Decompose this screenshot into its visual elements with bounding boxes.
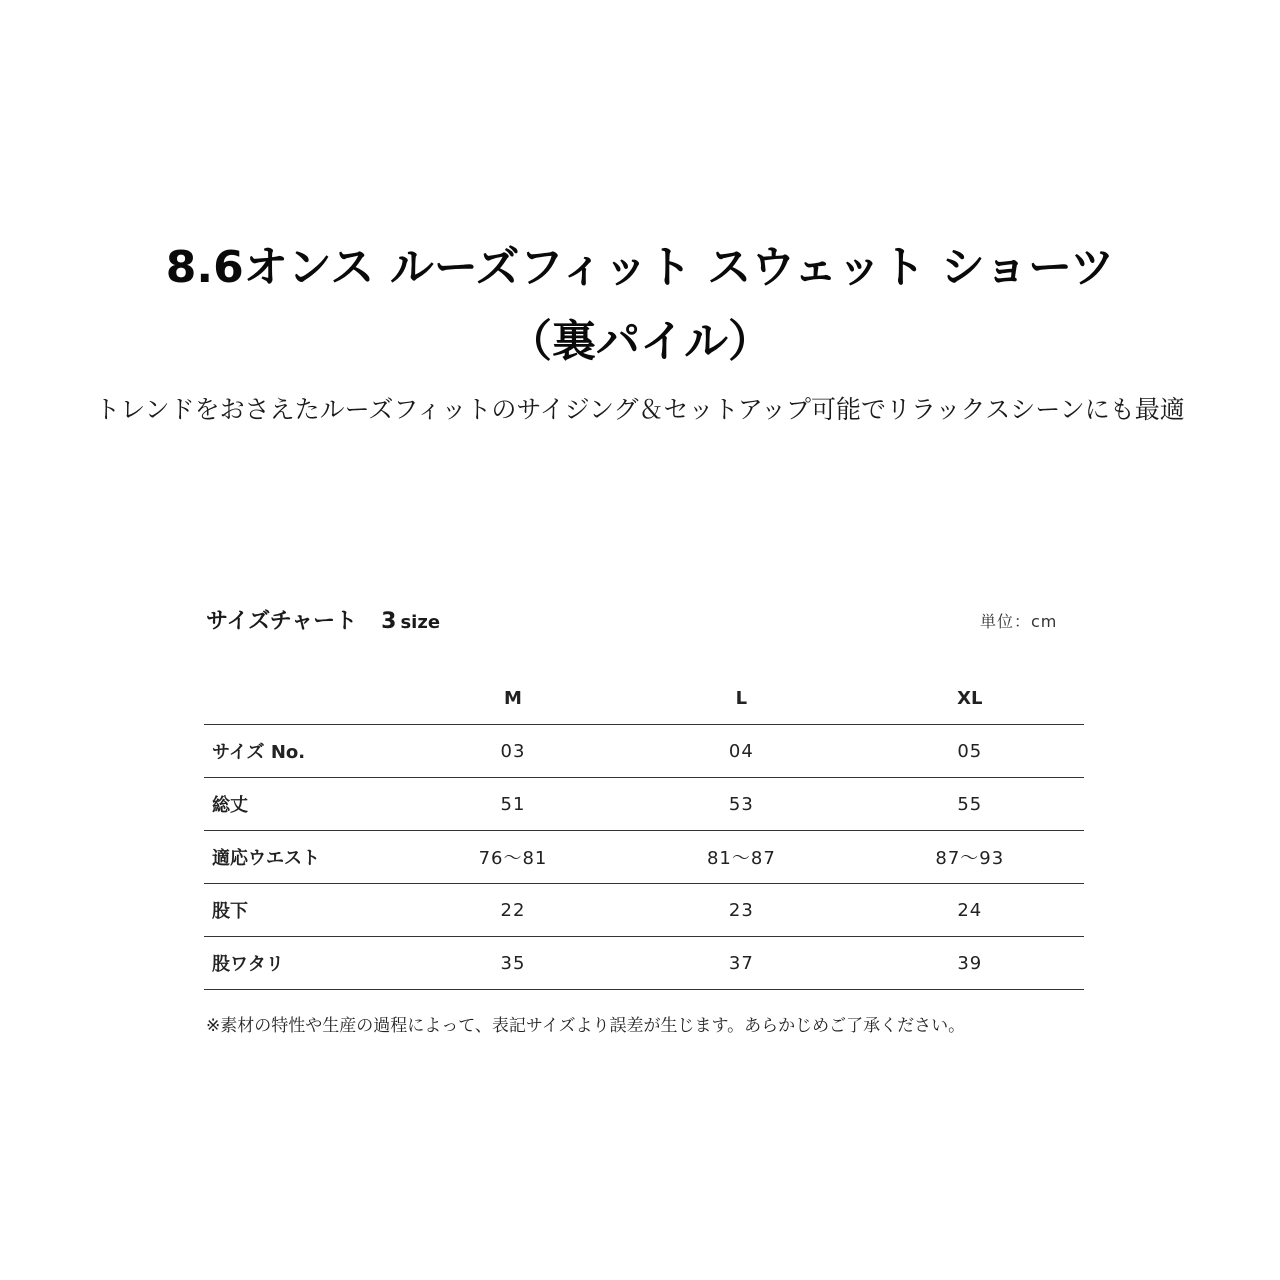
header-empty-cell xyxy=(204,672,399,725)
table-cell: 51 xyxy=(399,778,627,831)
disclaimer-note: ※素材の特性や生産の過程によって、表記サイズより誤差が生じます。あらかじめご了承ください。 xyxy=(206,1016,966,1036)
table-cell: 37 xyxy=(627,937,855,990)
row-label: 総丈 xyxy=(204,778,399,831)
size-chart-title: サイズチャート xyxy=(206,609,358,634)
size-chart-heading xyxy=(206,604,440,641)
table-row xyxy=(204,884,1084,937)
table-row xyxy=(204,778,1084,831)
table-cell: 53 xyxy=(627,778,855,831)
table-cell: 03 xyxy=(399,725,627,778)
table-row xyxy=(204,725,1084,778)
size-table xyxy=(204,672,1084,990)
table-header-row xyxy=(204,672,1084,725)
table-cell: 22 xyxy=(399,884,627,937)
product-subtitle: トレンドをおさえたルーズフィットのサイジング＆セットアップ可能でリラックスシーンにも最適 xyxy=(95,395,1185,424)
table-cell: 76～81 xyxy=(399,831,627,884)
table-cell: 04 xyxy=(627,725,855,778)
table-cell: 35 xyxy=(399,937,627,990)
table-row xyxy=(204,937,1084,990)
table-cell: 87～93 xyxy=(856,831,1084,884)
table-cell: 39 xyxy=(856,937,1084,990)
row-label: 股下 xyxy=(204,884,399,937)
product-title-line1: 8.6オンス ルーズフィット スウェット ショーツ xyxy=(165,242,1115,293)
unit-label: 単位：cm xyxy=(980,612,1058,631)
table-cell: 23 xyxy=(627,884,855,937)
row-label: サイズ No. xyxy=(204,725,399,778)
row-label: 適応ウエスト xyxy=(204,831,399,884)
table-cell: 05 xyxy=(856,725,1084,778)
column-header: XL xyxy=(856,672,1084,725)
table-cell: 55 xyxy=(856,778,1084,831)
size-count: 3 xyxy=(381,609,397,634)
column-header: M xyxy=(399,672,627,725)
table-row xyxy=(204,831,1084,884)
table-cell: 24 xyxy=(856,884,1084,937)
row-label: 股ワタリ xyxy=(204,937,399,990)
product-title-line2: （裏パイル） xyxy=(508,316,772,367)
table-cell: 81～87 xyxy=(627,831,855,884)
column-header: L xyxy=(627,672,855,725)
size-word: size xyxy=(400,612,441,633)
